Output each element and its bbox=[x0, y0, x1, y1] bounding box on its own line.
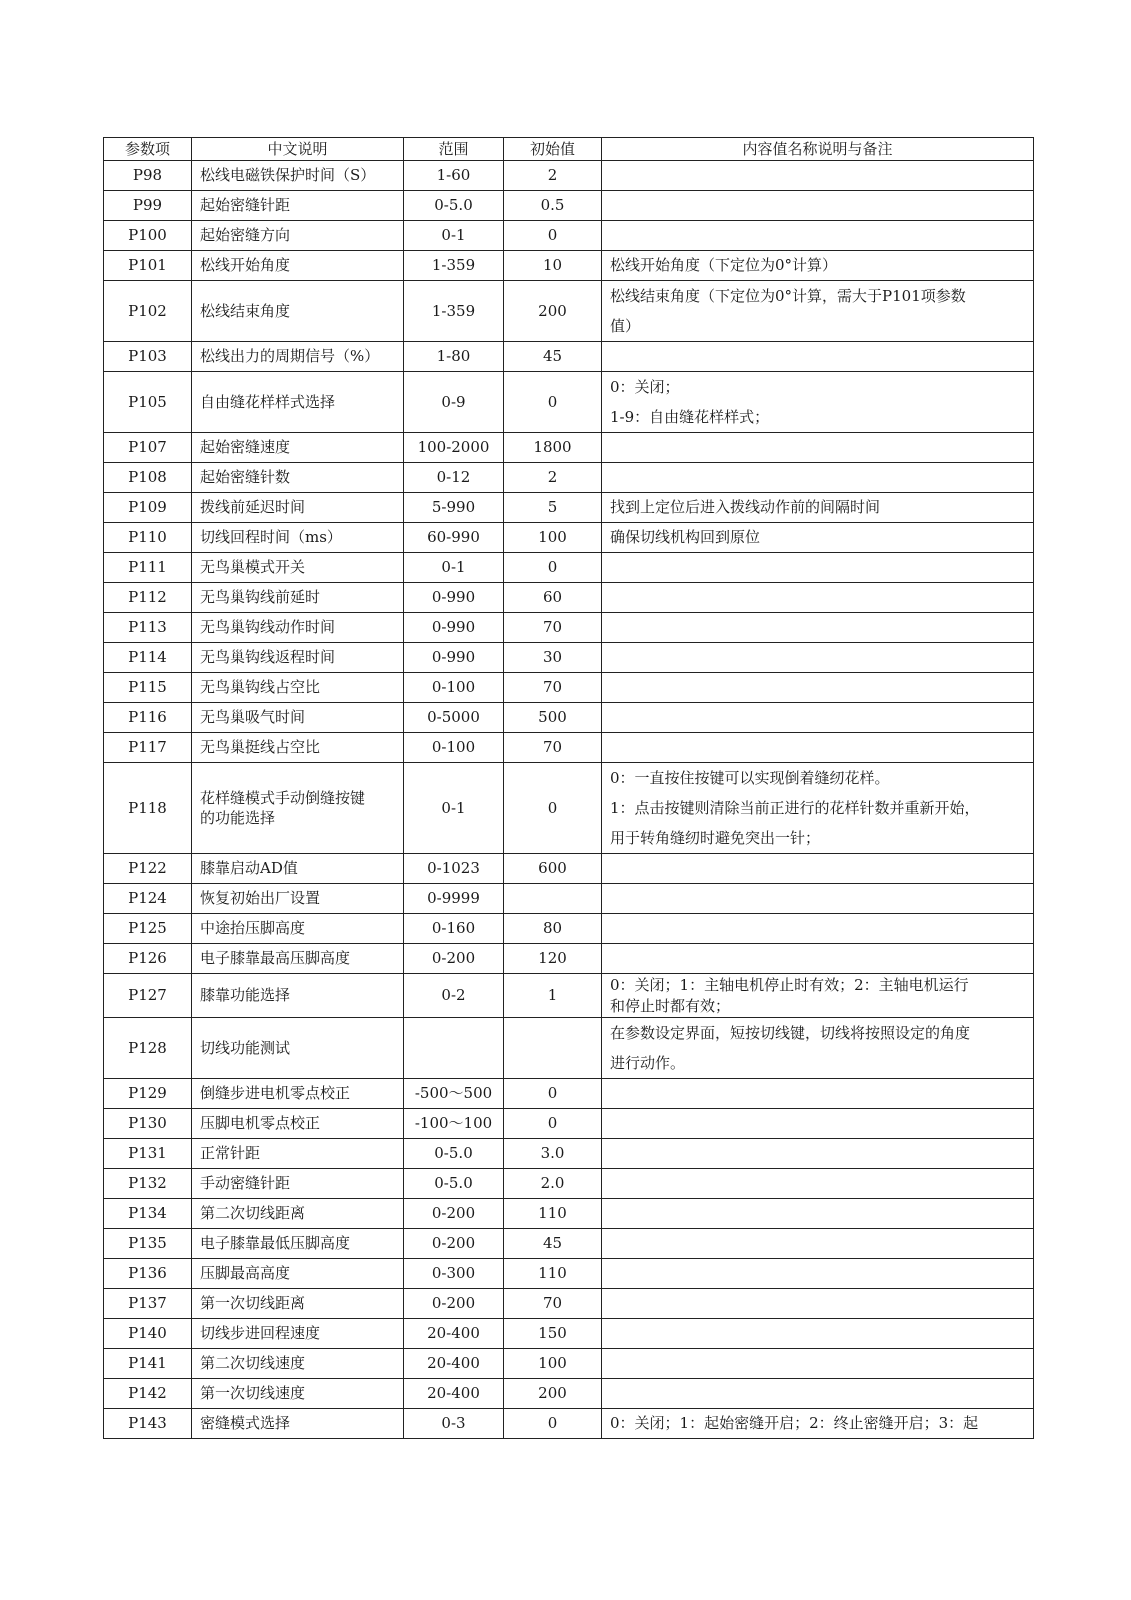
default-value-cell: 2.0 bbox=[504, 1169, 602, 1199]
notes-cell bbox=[602, 1018, 1034, 1079]
range-cell: 0-1023 bbox=[404, 854, 504, 884]
note-line: 1-9：自由缝花样样式； bbox=[610, 408, 770, 426]
description-cell bbox=[192, 493, 404, 523]
table-row bbox=[104, 221, 1034, 251]
param-id-cell: P99 bbox=[104, 191, 192, 221]
notes-cell bbox=[602, 1379, 1034, 1409]
table-row bbox=[104, 1079, 1034, 1109]
default-value-cell: 1 bbox=[504, 974, 602, 1018]
range-cell: 0-12 bbox=[404, 463, 504, 493]
range-cell: 0-5.0 bbox=[404, 1169, 504, 1199]
default-value-cell bbox=[504, 1018, 602, 1079]
notes-cell bbox=[602, 1289, 1034, 1319]
default-value-cell: 2 bbox=[504, 161, 602, 191]
note-line: 和停止时都有效； bbox=[610, 996, 731, 1015]
param-id-cell: P108 bbox=[104, 463, 192, 493]
param-id-cell: P103 bbox=[104, 342, 192, 372]
description-cell bbox=[192, 914, 404, 944]
table-row bbox=[104, 763, 1034, 854]
range-cell: 0-200 bbox=[404, 944, 504, 974]
table-row bbox=[104, 433, 1034, 463]
table-row bbox=[104, 463, 1034, 493]
range-cell: 1-80 bbox=[404, 342, 504, 372]
description-cell bbox=[192, 281, 404, 342]
table-row bbox=[104, 281, 1034, 342]
table-row bbox=[104, 523, 1034, 553]
note-line: 0：一直按住按键可以实现倒着缝纫花样。 bbox=[610, 769, 890, 787]
table-row bbox=[104, 914, 1034, 944]
default-value-cell: 2 bbox=[504, 463, 602, 493]
default-value-cell: 1800 bbox=[504, 433, 602, 463]
description-cell bbox=[192, 1109, 404, 1139]
default-value-cell: 0 bbox=[504, 1409, 602, 1439]
param-id-cell: P141 bbox=[104, 1349, 192, 1379]
default-value-cell: 3.0 bbox=[504, 1139, 602, 1169]
description-cell bbox=[192, 974, 404, 1018]
table-row bbox=[104, 613, 1034, 643]
default-value-cell: 70 bbox=[504, 733, 602, 763]
param-id-cell: P112 bbox=[104, 583, 192, 613]
range-cell: 0-1 bbox=[404, 763, 504, 854]
default-value-cell: 70 bbox=[504, 673, 602, 703]
param-id-cell: P135 bbox=[104, 1229, 192, 1259]
notes-cell bbox=[602, 884, 1034, 914]
default-value-cell: 5 bbox=[504, 493, 602, 523]
description-line: 第二次切线速度 bbox=[200, 1354, 306, 1373]
param-id-cell: P102 bbox=[104, 281, 192, 342]
param-id-cell: P100 bbox=[104, 221, 192, 251]
description-cell bbox=[192, 643, 404, 673]
param-id-cell: P132 bbox=[104, 1169, 192, 1199]
notes-cell bbox=[602, 613, 1034, 643]
default-value-cell: 0 bbox=[504, 372, 602, 433]
notes-cell bbox=[602, 944, 1034, 974]
default-value-cell: 200 bbox=[504, 281, 602, 342]
description-cell bbox=[192, 191, 404, 221]
range-cell: 1-60 bbox=[404, 161, 504, 191]
param-id-cell: P143 bbox=[104, 1409, 192, 1439]
description-line: 无鸟巢钩线动作时间 bbox=[200, 618, 336, 637]
description-cell bbox=[192, 342, 404, 372]
description-line: 中途抬压脚高度 bbox=[200, 919, 306, 938]
param-id-cell: P130 bbox=[104, 1109, 192, 1139]
default-value-cell: 10 bbox=[504, 251, 602, 281]
description-cell bbox=[192, 1259, 404, 1289]
note-line: 0：关闭； bbox=[610, 378, 680, 396]
default-value-cell: 150 bbox=[504, 1319, 602, 1349]
notes-cell bbox=[602, 493, 1034, 523]
description-cell bbox=[192, 221, 404, 251]
param-id-cell: P109 bbox=[104, 493, 192, 523]
table-row bbox=[104, 1229, 1034, 1259]
description-line: 无鸟巢钩线占空比 bbox=[200, 678, 321, 697]
range-cell: 0-160 bbox=[404, 914, 504, 944]
range-cell: 1-359 bbox=[404, 281, 504, 342]
range-cell: 1-359 bbox=[404, 251, 504, 281]
description-line: 松线开始角度 bbox=[200, 256, 291, 275]
header-range: 范围 bbox=[404, 138, 504, 161]
description-line: 倒缝步进电机零点校正 bbox=[200, 1084, 351, 1103]
param-id-cell: P118 bbox=[104, 763, 192, 854]
default-value-cell: 80 bbox=[504, 914, 602, 944]
default-value-cell: 110 bbox=[504, 1199, 602, 1229]
notes-cell bbox=[602, 583, 1034, 613]
range-cell: 0-5.0 bbox=[404, 1139, 504, 1169]
description-line: 无鸟巢挺线占空比 bbox=[200, 738, 321, 757]
notes-cell bbox=[602, 1199, 1034, 1229]
table-row bbox=[104, 643, 1034, 673]
param-id-cell: P111 bbox=[104, 553, 192, 583]
description-cell bbox=[192, 673, 404, 703]
description-line: 松线电磁铁保护时间（S） bbox=[200, 166, 376, 185]
notes-cell bbox=[602, 643, 1034, 673]
description-line: 拨线前延迟时间 bbox=[200, 498, 306, 517]
description-cell bbox=[192, 463, 404, 493]
description-line: 切线步进回程速度 bbox=[200, 1324, 321, 1343]
header-default: 初始值 bbox=[504, 138, 602, 161]
notes-cell bbox=[602, 974, 1034, 1018]
table-row bbox=[104, 1139, 1034, 1169]
range-cell: 0-1 bbox=[404, 221, 504, 251]
table-row bbox=[104, 372, 1034, 433]
default-value-cell: 100 bbox=[504, 523, 602, 553]
range-cell bbox=[404, 1018, 504, 1079]
range-cell: 0-100 bbox=[404, 733, 504, 763]
default-value-cell: 0 bbox=[504, 553, 602, 583]
note-line: 确保切线机构回到原位 bbox=[610, 528, 761, 547]
notes-cell bbox=[602, 251, 1034, 281]
header-param-id: 参数项 bbox=[104, 138, 192, 161]
description-cell bbox=[192, 703, 404, 733]
param-id-cell: P125 bbox=[104, 914, 192, 944]
range-cell: 0-3 bbox=[404, 1409, 504, 1439]
range-cell: 0-200 bbox=[404, 1289, 504, 1319]
notes-cell bbox=[602, 1229, 1034, 1259]
default-value-cell: 0 bbox=[504, 1109, 602, 1139]
note-line: 松线结束角度（下定位为0°计算，需大于P101项参数 bbox=[610, 287, 966, 305]
default-value-cell: 0 bbox=[504, 221, 602, 251]
note-line: 松线开始角度（下定位为0°计算） bbox=[610, 256, 838, 275]
description-line: 无鸟巢钩线前延时 bbox=[200, 588, 321, 607]
range-cell: 60-990 bbox=[404, 523, 504, 553]
description-line: 起始密缝速度 bbox=[200, 438, 291, 457]
default-value-cell bbox=[504, 884, 602, 914]
table-row bbox=[104, 1169, 1034, 1199]
default-value-cell: 30 bbox=[504, 643, 602, 673]
table-body bbox=[104, 161, 1034, 1439]
description-line: 正常针距 bbox=[200, 1144, 261, 1163]
param-id-cell: P129 bbox=[104, 1079, 192, 1109]
description-cell bbox=[192, 1409, 404, 1439]
param-id-cell: P134 bbox=[104, 1199, 192, 1229]
default-value-cell: 45 bbox=[504, 342, 602, 372]
range-cell: 0-990 bbox=[404, 583, 504, 613]
description-cell bbox=[192, 1079, 404, 1109]
description-line: 起始密缝针数 bbox=[200, 468, 291, 487]
default-value-cell: 45 bbox=[504, 1229, 602, 1259]
table-row bbox=[104, 1259, 1034, 1289]
description-line: 膝靠启动AD值 bbox=[200, 859, 298, 878]
table-row bbox=[104, 1379, 1034, 1409]
description-cell bbox=[192, 1139, 404, 1169]
default-value-cell: 0 bbox=[504, 1079, 602, 1109]
param-id-cell: P126 bbox=[104, 944, 192, 974]
notes-cell bbox=[602, 553, 1034, 583]
description-cell bbox=[192, 1169, 404, 1199]
table-row bbox=[104, 1199, 1034, 1229]
table-header-row bbox=[104, 138, 1034, 161]
description-line: 切线回程时间（ms） bbox=[200, 528, 342, 547]
table-row bbox=[104, 251, 1034, 281]
range-cell: 0-2 bbox=[404, 974, 504, 1018]
description-cell bbox=[192, 733, 404, 763]
param-id-cell: P128 bbox=[104, 1018, 192, 1079]
table-row bbox=[104, 974, 1034, 1018]
description-line: 花样缝模式手动倒缝按键 bbox=[200, 788, 366, 807]
range-cell: 0-9999 bbox=[404, 884, 504, 914]
notes-cell bbox=[602, 161, 1034, 191]
param-id-cell: P116 bbox=[104, 703, 192, 733]
description-cell bbox=[192, 1229, 404, 1259]
default-value-cell: 0.5 bbox=[504, 191, 602, 221]
notes-cell bbox=[602, 1079, 1034, 1109]
notes-cell bbox=[602, 1319, 1034, 1349]
notes-cell bbox=[602, 703, 1034, 733]
note-line: 用于转角缝纫时避免突出一针； bbox=[610, 829, 821, 847]
param-id-cell: P107 bbox=[104, 433, 192, 463]
range-cell: 0-100 bbox=[404, 673, 504, 703]
description-cell bbox=[192, 1379, 404, 1409]
notes-cell bbox=[602, 433, 1034, 463]
note-line: 0：关闭；1：起始密缝开启；2：终止密缝开启；3：起 bbox=[610, 1414, 979, 1433]
note-line: 1：点击按键则清除当前正进行的花样针数并重新开始， bbox=[610, 799, 980, 817]
description-cell bbox=[192, 251, 404, 281]
description-line: 第一次切线速度 bbox=[200, 1384, 306, 1403]
notes-cell bbox=[602, 191, 1034, 221]
description-line: 无鸟巢钩线返程时间 bbox=[200, 648, 336, 667]
param-id-cell: P110 bbox=[104, 523, 192, 553]
param-id-cell: P98 bbox=[104, 161, 192, 191]
range-cell: 0-990 bbox=[404, 613, 504, 643]
description-line: 膝靠功能选择 bbox=[200, 986, 291, 1005]
param-id-cell: P136 bbox=[104, 1259, 192, 1289]
description-cell bbox=[192, 1349, 404, 1379]
default-value-cell: 500 bbox=[504, 703, 602, 733]
range-cell: 0-200 bbox=[404, 1229, 504, 1259]
range-cell: 0-300 bbox=[404, 1259, 504, 1289]
table-row bbox=[104, 733, 1034, 763]
default-value-cell: 70 bbox=[504, 1289, 602, 1319]
description-cell bbox=[192, 763, 404, 854]
default-value-cell: 60 bbox=[504, 583, 602, 613]
param-id-cell: P124 bbox=[104, 884, 192, 914]
description-cell bbox=[192, 1319, 404, 1349]
description-cell bbox=[192, 884, 404, 914]
description-cell bbox=[192, 161, 404, 191]
notes-cell bbox=[602, 1349, 1034, 1379]
description-line: 第一次切线距离 bbox=[200, 1294, 306, 1313]
table-row bbox=[104, 583, 1034, 613]
range-cell: 0-200 bbox=[404, 1199, 504, 1229]
range-cell: 0-1 bbox=[404, 553, 504, 583]
notes-cell bbox=[602, 673, 1034, 703]
range-cell: -100～100 bbox=[404, 1109, 504, 1139]
param-id-cell: P142 bbox=[104, 1379, 192, 1409]
description-cell bbox=[192, 433, 404, 463]
table-row bbox=[104, 1018, 1034, 1079]
note-line: 进行动作。 bbox=[610, 1054, 686, 1072]
range-cell: 20-400 bbox=[404, 1319, 504, 1349]
param-id-cell: P101 bbox=[104, 251, 192, 281]
note-line: 值） bbox=[610, 317, 641, 335]
table-row bbox=[104, 493, 1034, 523]
table-row bbox=[104, 703, 1034, 733]
description-line: 切线功能测试 bbox=[200, 1038, 291, 1057]
description-cell bbox=[192, 523, 404, 553]
note-line: 0：关闭；1：主轴电机停止时有效；2：主轴电机运行 bbox=[610, 976, 969, 995]
table-row bbox=[104, 1409, 1034, 1439]
table-row bbox=[104, 553, 1034, 583]
notes-cell bbox=[602, 221, 1034, 251]
description-line: 无鸟巢模式开关 bbox=[200, 558, 306, 577]
description-cell bbox=[192, 613, 404, 643]
description-line: 自由缝花样样式选择 bbox=[200, 392, 336, 411]
param-id-cell: P117 bbox=[104, 733, 192, 763]
table-row bbox=[104, 1349, 1034, 1379]
default-value-cell: 70 bbox=[504, 613, 602, 643]
default-value-cell: 110 bbox=[504, 1259, 602, 1289]
description-line: 电子膝靠最高压脚高度 bbox=[200, 949, 351, 968]
description-line: 密缝模式选择 bbox=[200, 1414, 291, 1433]
description-cell bbox=[192, 583, 404, 613]
notes-cell bbox=[602, 914, 1034, 944]
table-row bbox=[104, 161, 1034, 191]
description-line: 压脚最高高度 bbox=[200, 1264, 291, 1283]
table-row bbox=[104, 191, 1034, 221]
param-id-cell: P131 bbox=[104, 1139, 192, 1169]
description-line: 第二次切线距离 bbox=[200, 1204, 306, 1223]
notes-cell bbox=[602, 854, 1034, 884]
notes-cell bbox=[602, 1169, 1034, 1199]
description-line: 的功能选择 bbox=[200, 809, 276, 827]
description-line: 压脚电机零点校正 bbox=[200, 1114, 321, 1133]
table-row bbox=[104, 342, 1034, 372]
range-cell: 0-9 bbox=[404, 372, 504, 433]
notes-cell bbox=[602, 733, 1034, 763]
param-id-cell: P105 bbox=[104, 372, 192, 433]
default-value-cell: 120 bbox=[504, 944, 602, 974]
table-row bbox=[104, 944, 1034, 974]
header-description: 中文说明 bbox=[192, 138, 404, 161]
description-line: 无鸟巢吸气时间 bbox=[200, 708, 306, 727]
description-line: 起始密缝方向 bbox=[200, 226, 291, 245]
range-cell: 0-5.0 bbox=[404, 191, 504, 221]
param-id-cell: P113 bbox=[104, 613, 192, 643]
description-line: 手动密缝针距 bbox=[200, 1174, 291, 1193]
description-line: 电子膝靠最低压脚高度 bbox=[200, 1234, 351, 1253]
notes-cell bbox=[602, 281, 1034, 342]
range-cell: 0-990 bbox=[404, 643, 504, 673]
table-row bbox=[104, 1109, 1034, 1139]
description-cell bbox=[192, 372, 404, 433]
description-line: 恢复初始出厂设置 bbox=[200, 889, 321, 908]
param-id-cell: P115 bbox=[104, 673, 192, 703]
default-value-cell: 200 bbox=[504, 1379, 602, 1409]
range-cell: 20-400 bbox=[404, 1379, 504, 1409]
table-row bbox=[104, 854, 1034, 884]
range-cell: -500～500 bbox=[404, 1079, 504, 1109]
parameter-table bbox=[103, 137, 1034, 1439]
description-line: 松线出力的周期信号（%） bbox=[200, 347, 380, 366]
default-value-cell: 600 bbox=[504, 854, 602, 884]
param-id-cell: P140 bbox=[104, 1319, 192, 1349]
notes-cell bbox=[602, 1259, 1034, 1289]
notes-cell bbox=[602, 1409, 1034, 1439]
notes-cell bbox=[602, 523, 1034, 553]
description-line: 起始密缝针距 bbox=[200, 196, 291, 215]
notes-cell bbox=[602, 372, 1034, 433]
description-cell bbox=[192, 854, 404, 884]
param-id-cell: P122 bbox=[104, 854, 192, 884]
notes-cell bbox=[602, 1139, 1034, 1169]
range-cell: 100-2000 bbox=[404, 433, 504, 463]
range-cell: 5-990 bbox=[404, 493, 504, 523]
range-cell: 0-5000 bbox=[404, 703, 504, 733]
param-id-cell: P127 bbox=[104, 974, 192, 1018]
notes-cell bbox=[602, 1109, 1034, 1139]
param-id-cell: P137 bbox=[104, 1289, 192, 1319]
default-value-cell: 100 bbox=[504, 1349, 602, 1379]
description-cell bbox=[192, 1199, 404, 1229]
description-cell bbox=[192, 1018, 404, 1079]
description-cell bbox=[192, 1289, 404, 1319]
range-cell: 20-400 bbox=[404, 1349, 504, 1379]
notes-cell bbox=[602, 342, 1034, 372]
param-id-cell: P114 bbox=[104, 643, 192, 673]
default-value-cell: 0 bbox=[504, 763, 602, 854]
notes-cell bbox=[602, 763, 1034, 854]
table-row bbox=[104, 1289, 1034, 1319]
note-line: 找到上定位后进入拨线动作前的间隔时间 bbox=[610, 498, 881, 517]
notes-cell bbox=[602, 463, 1034, 493]
table-row bbox=[104, 884, 1034, 914]
description-line: 松线结束角度 bbox=[200, 301, 291, 320]
note-line: 在参数设定界面，短按切线键，切线将按照设定的角度 bbox=[610, 1024, 971, 1042]
table-row bbox=[104, 1319, 1034, 1349]
table-row bbox=[104, 673, 1034, 703]
description-cell bbox=[192, 553, 404, 583]
description-cell bbox=[192, 944, 404, 974]
header-notes: 内容值名称说明与备注 bbox=[602, 138, 1034, 161]
